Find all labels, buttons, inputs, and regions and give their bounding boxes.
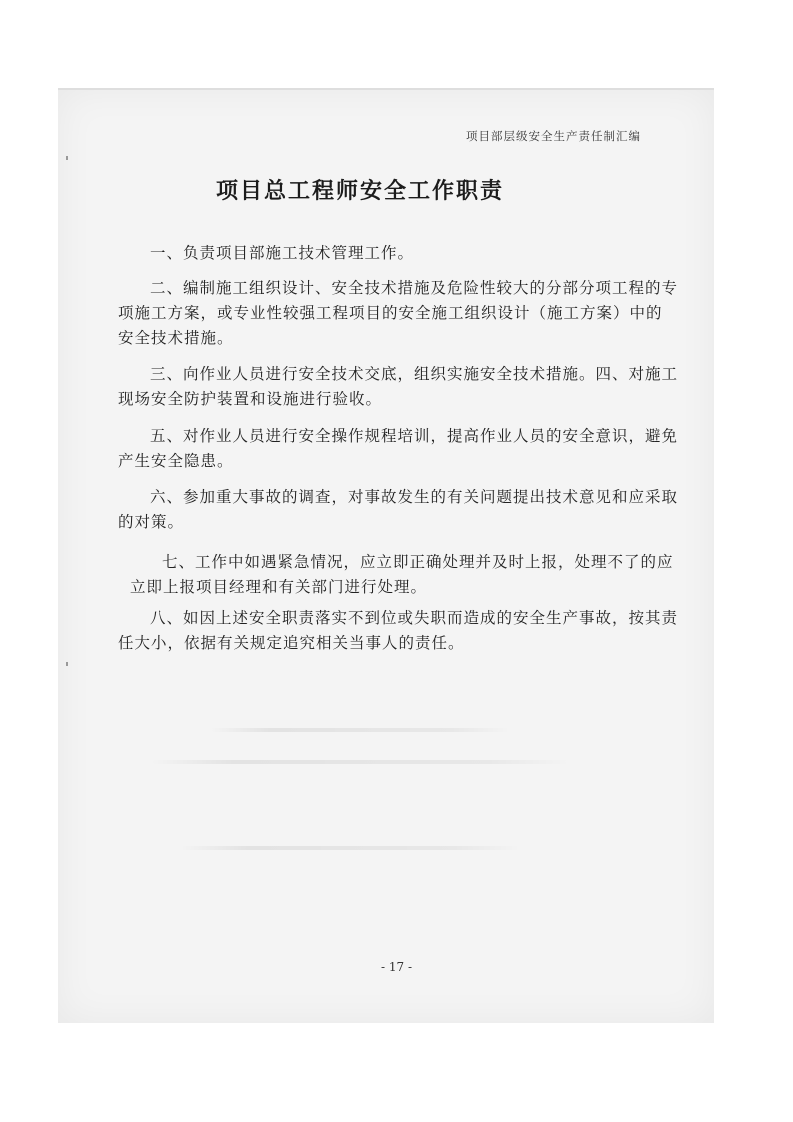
bleed-through-line [150, 760, 570, 764]
page-number: - 17 - [380, 960, 412, 974]
paragraph-3: 三、向作业人员进行安全技术交底，组织实施安全技术措施。四、对施工现场安全防护装置和设施进行验收。 [118, 365, 679, 408]
scan-speck [66, 156, 68, 160]
paragraph-6: 六、参加重大事故的调查，对事故发生的有关问题提出技术意见和应采取的对策。 [118, 488, 679, 531]
paragraph-7: 七、工作中如遇紧急情况，应立即正确处理并及时上报，处理不了的应立即上报项目经理和有关部门进行处理。 [130, 553, 674, 596]
running-header: 项目部层级安全生产责任制汇编 [466, 129, 641, 143]
paragraph-1: 一、负责项目部施工技术管理工作。 [150, 244, 415, 262]
scan-speck [66, 662, 68, 666]
scan-edge [58, 88, 714, 90]
document-title: 项目总工程师安全工作职责 [215, 179, 504, 204]
paragraph-8: 八、如因上述安全职责落实不到位或失职而造成的安全生产事故，按其责任大小，依据有关规定追究相关当事人的责任。 [118, 609, 679, 652]
paragraph-5: 五、对作业人员进行安全操作规程培训，提高作业人员的安全意识，避免产生安全隐患。 [118, 427, 679, 470]
paragraph-2: 二、编制施工组织设计、安全技术措施及危险性较大的分部分项工程的专项施工方案，或专业性较强工程项目的安全施工组织设计（施工方案）中的安全技术措施。 [118, 279, 679, 347]
bleed-through-line [180, 846, 520, 850]
bleed-through-line [210, 728, 510, 732]
